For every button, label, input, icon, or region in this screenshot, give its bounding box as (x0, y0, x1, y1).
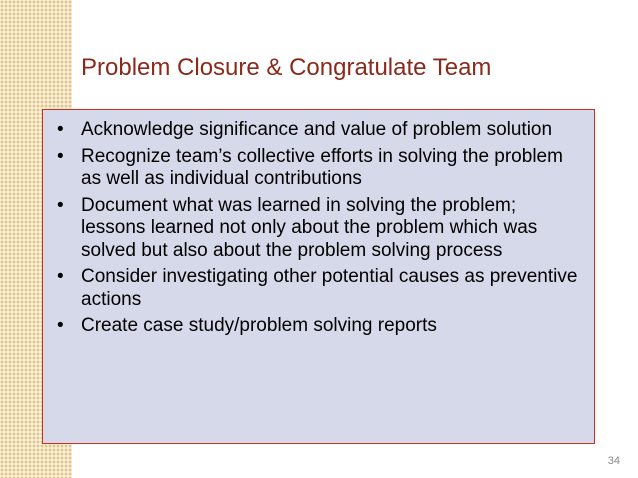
bullet-text: Create case study/problem solving reports (81, 315, 437, 336)
bullet-dot-icon: • (57, 194, 64, 216)
slide-title: Problem Closure & Congratulate Team (81, 54, 492, 81)
bullet-dot-icon: • (57, 315, 64, 336)
bullet-item-document (57, 195, 582, 263)
bullet-item-consider (57, 266, 582, 311)
bullet-text: Recognize team’s collective efforts in solving the problem as well as individual contributions (81, 145, 563, 189)
bullet-item-recognize (57, 146, 582, 191)
bullet-content-box (42, 109, 595, 444)
bullet-dot-icon: • (57, 119, 64, 140)
bullet-list (43, 110, 594, 338)
bullet-text: Acknowledge significance and value of problem solution (81, 119, 553, 140)
page-number: 34 (607, 455, 620, 467)
bullet-text: Document what was learned in solving the problem; lessons learned not only about the problem which was solved but also about the problem solving process (81, 194, 538, 261)
bullet-dot-icon: • (57, 145, 64, 167)
bullet-item-create (57, 315, 582, 338)
bullet-item-acknowledge (57, 119, 582, 142)
bullet-text: Consider investigating other potential causes as preventive actions (81, 266, 578, 310)
bullet-dot-icon: • (57, 266, 64, 287)
